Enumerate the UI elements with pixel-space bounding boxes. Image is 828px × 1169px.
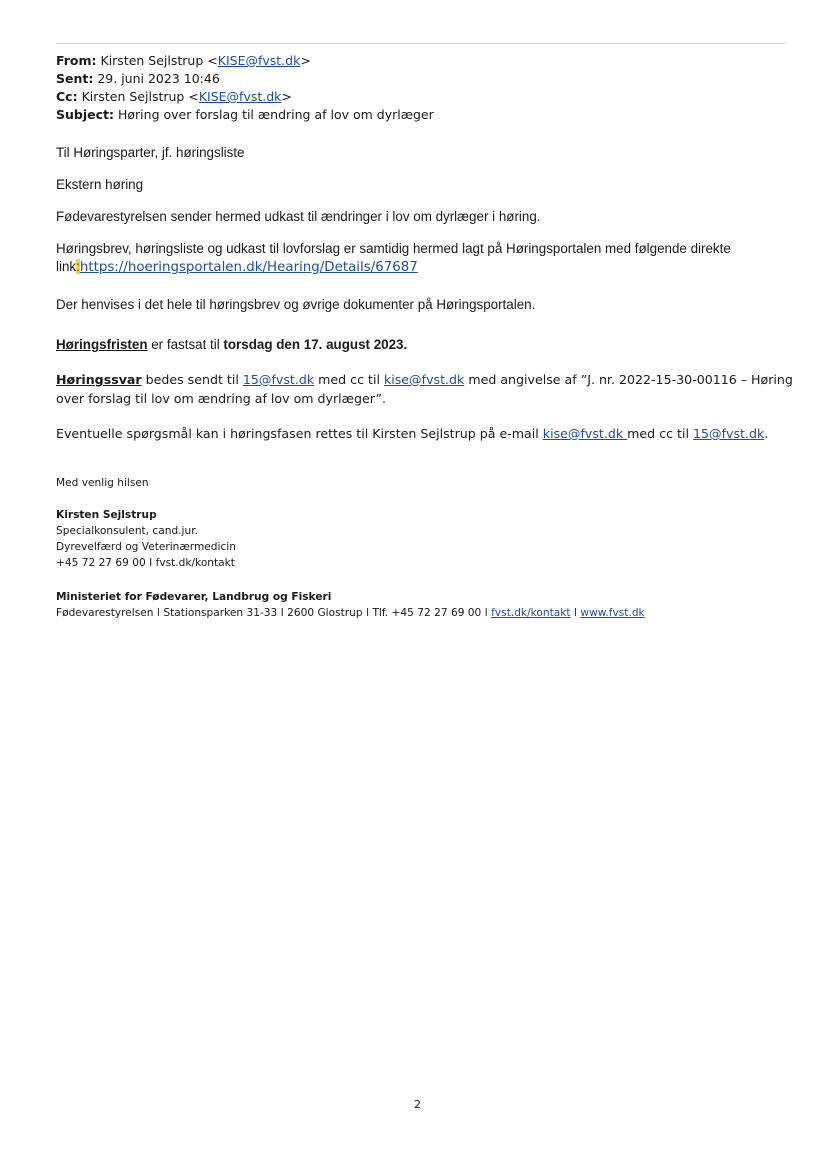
- paragraph-recipients: Til Høringsparter, jf. høringsliste: [56, 145, 245, 160]
- page-number: 2: [414, 1098, 421, 1111]
- deadline-term: Høringsfristen: [56, 337, 148, 352]
- header-divider: [56, 43, 786, 44]
- portal-link-prefix: link: [56, 259, 77, 274]
- separator: I: [156, 607, 160, 619]
- paragraph-responses: [56, 370, 792, 408]
- subject-row: [56, 106, 786, 124]
- separator: I: [484, 607, 488, 619]
- paragraph-reference: Der henvises i det hele til høringsbrev og øvrige dokumenter på Høringsportalen.: [56, 297, 536, 312]
- signature-address-line: [56, 605, 756, 621]
- paragraph-hearing-type: Ekstern høring: [56, 177, 144, 192]
- paragraph-deadline: [56, 336, 792, 353]
- portal-line-1: Høringsbrev, høringsliste og udkast til lovforslag er samtidig hermed lagt på Høringsportalen med følgende direkte: [56, 241, 731, 256]
- signature-website-link[interactable]: www.fvst.dk: [580, 607, 645, 619]
- signature-name: Kirsten Sejlstrup: [56, 509, 157, 521]
- deadline-date: torsdag den 17. august 2023.: [223, 337, 408, 352]
- signature-ministry: Ministeriet for Fødevarer, Landbrug og Fiskeri: [56, 591, 332, 603]
- sent-label: Sent:: [56, 71, 94, 86]
- questions-email-2[interactable]: 15@fvst.dk: [692, 426, 765, 441]
- responses-email-2[interactable]: kise@fvst.dk: [383, 372, 465, 387]
- from-close: >: [300, 53, 311, 68]
- portal-colon: :: [76, 259, 80, 274]
- questions-a: Eventuelle spørgsmål kan i høringsfasen rettes til Kirsten Sejlstrup på e-mail: [56, 426, 543, 441]
- signature-department: Dyrevelfærd og Veterinærmedicin: [56, 541, 236, 553]
- from-row: [56, 52, 786, 70]
- responses-term: Høringssvar: [56, 372, 142, 387]
- signature-phone: Tlf. +45 72 27 69 00: [372, 607, 482, 619]
- signature-contact: +45 72 27 69 00 I fvst.dk/kontakt: [56, 557, 235, 569]
- questions-c: .: [764, 426, 769, 441]
- signature-org: Fødevarestyrelsen: [56, 607, 154, 619]
- signature-ministry-block: [56, 589, 756, 621]
- cc-label: Cc:: [56, 89, 78, 104]
- questions-b: med cc til: [627, 426, 693, 441]
- from-label: From:: [56, 53, 97, 68]
- deadline-mid: er fastsat til: [147, 337, 224, 352]
- sent-value: 29. juni 2023 10:46: [97, 71, 220, 86]
- responses-b: med cc til: [314, 372, 384, 387]
- separator: I: [573, 607, 578, 619]
- signature-contact-link[interactable]: fvst.dk/kontakt: [491, 607, 571, 619]
- subject-value: Høring over forslag til ændring af lov om dyrlæger: [117, 107, 434, 122]
- responses-line-1: [56, 370, 792, 389]
- from-name: Kirsten Sejlstrup <: [100, 53, 218, 68]
- paragraph-portal: [56, 240, 792, 277]
- signature-block: [56, 507, 756, 571]
- responses-c: med angivelse af ”J. nr. 2022-15-30-00116 – Høring: [464, 372, 793, 387]
- cc-close: >: [281, 89, 292, 104]
- cc-row: [56, 88, 786, 106]
- questions-email-1[interactable]: kise@fvst.dk: [542, 426, 628, 441]
- separator: I: [365, 607, 370, 619]
- paragraph-intro: Fødevarestyrelsen sender hermed udkast til ændringer i lov om dyrlæger i høring.: [56, 209, 541, 224]
- cc-name: Kirsten Sejlstrup <: [81, 89, 199, 104]
- portal-link[interactable]: https://hoeringsportalen.dk/Hearing/Details/67687: [79, 260, 418, 275]
- responses-line-2: over forslag til lov om ændring af lov om dyrlæger”.: [56, 391, 387, 406]
- cc-email-link[interactable]: KISE@fvst.dk: [198, 89, 282, 104]
- paragraph-questions: [56, 424, 792, 443]
- portal-line-2: [56, 257, 792, 277]
- responses-a: bedes sendt til: [141, 372, 243, 387]
- signature-greeting: Med venlig hilsen: [56, 477, 149, 489]
- responses-email-1[interactable]: 15@fvst.dk: [242, 372, 315, 387]
- email-header: [56, 52, 786, 124]
- signature-address: Stationsparken 31-33 I 2600 Glostrup: [163, 607, 363, 619]
- subject-label: Subject:: [56, 107, 114, 122]
- from-email-link[interactable]: KISE@fvst.dk: [217, 53, 301, 68]
- sent-row: [56, 70, 786, 88]
- signature-title: Specialkonsulent, cand.jur.: [56, 525, 198, 537]
